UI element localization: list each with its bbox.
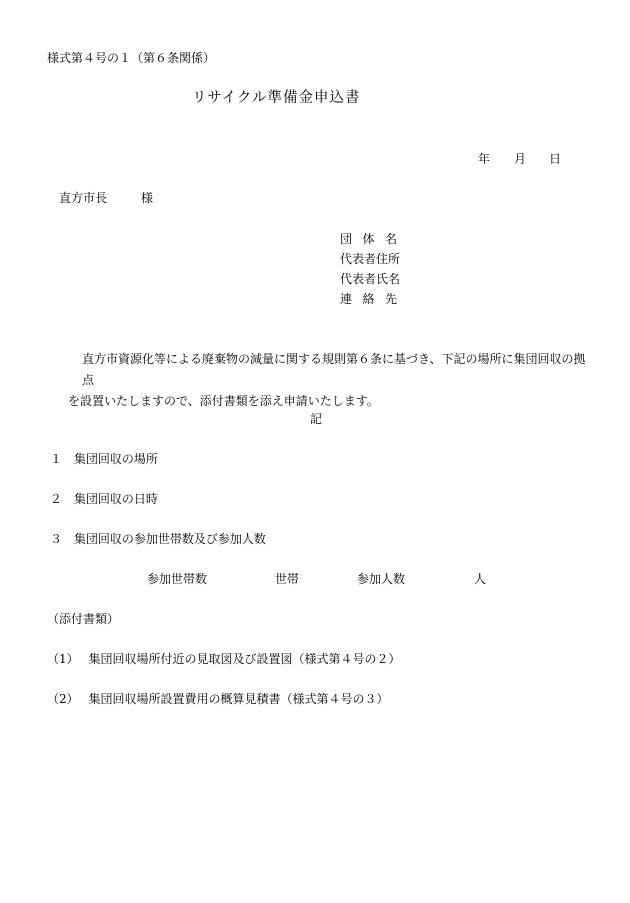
contact-label: 連 絡 先 bbox=[340, 292, 397, 306]
item-2 bbox=[50, 490, 158, 508]
addressee-honorific: 様 bbox=[141, 191, 154, 205]
item-3 bbox=[50, 530, 266, 548]
attachments-heading: （添付書類） bbox=[47, 612, 120, 626]
form-title: リサイクル準備金申込書 bbox=[192, 90, 361, 106]
item-number: ２ bbox=[50, 492, 63, 506]
item-label: 集団回収の日時 bbox=[73, 492, 158, 506]
attachment-2 bbox=[47, 690, 388, 708]
households-unit: 世帯 bbox=[275, 572, 300, 586]
persons-unit: 人 bbox=[474, 572, 487, 586]
body-line-2: を設置いたしますので、添付書類を添え申請いたします。 bbox=[68, 394, 379, 408]
form-number: 様式第４号の１（第６条関係） bbox=[47, 51, 216, 65]
persons-label: 参加人数 bbox=[357, 572, 406, 586]
attachment-number: （2） bbox=[47, 692, 79, 706]
attachment-number: （1） bbox=[47, 652, 79, 666]
households-label: 参加世帯数 bbox=[147, 572, 208, 586]
date-year: 年 bbox=[478, 152, 491, 166]
attachment-label: 集団回収場所設置費用の概算見積書（様式第４号の３） bbox=[88, 692, 389, 706]
rep-address-label: 代表者住所 bbox=[340, 252, 401, 266]
item-label: 集団回収の参加世帯数及び参加人数 bbox=[73, 532, 266, 546]
rep-name-label: 代表者氏名 bbox=[340, 272, 401, 286]
addressee-name: 直方市長 bbox=[59, 191, 108, 205]
item-label: 集団回収の場所 bbox=[73, 452, 158, 466]
item-1 bbox=[50, 450, 158, 468]
group-name-label: 団 体 名 bbox=[340, 232, 397, 246]
item-number: １ bbox=[50, 452, 63, 466]
ki-heading: 記 bbox=[310, 412, 323, 426]
item-number: ３ bbox=[50, 532, 63, 546]
attachment-1 bbox=[47, 650, 400, 668]
date-month: 月 bbox=[514, 152, 527, 166]
attachment-label: 集団回収場所付近の見取図及び設置図（様式第４号の２） bbox=[88, 652, 401, 666]
body-line-1: 直方市資源化等による廃棄物の減量に関する規則第６条に基づき、下記の場所に集団回収の拠点 bbox=[82, 352, 586, 387]
body-paragraph bbox=[68, 349, 588, 412]
date-day: 日 bbox=[549, 152, 562, 166]
